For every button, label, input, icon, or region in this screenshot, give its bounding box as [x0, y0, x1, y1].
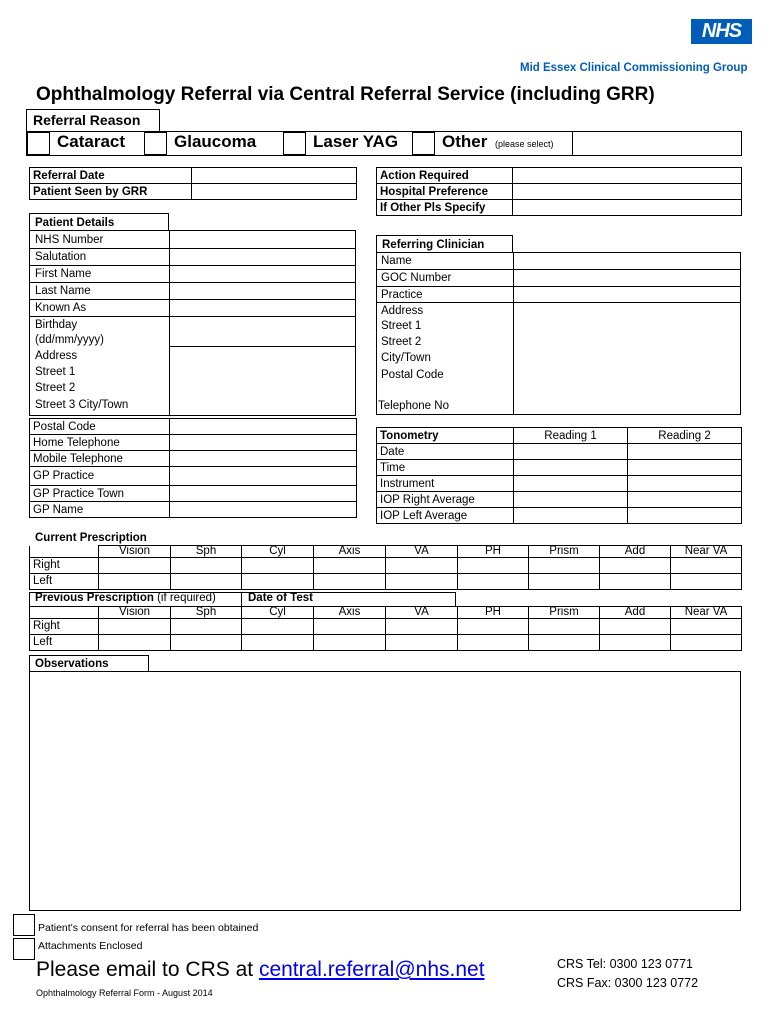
referral-date-field[interactable]: [192, 168, 357, 184]
form-reference: Ophthalmology Referral Form - August 2014: [36, 988, 213, 998]
clinician-postal-code-label: Postal Code: [381, 369, 444, 381]
goc-number-label: GOC Number: [381, 272, 452, 284]
email-link[interactable]: central.referral@nhs.net: [258, 958, 485, 981]
postal-code-label: Postal Code: [30, 419, 170, 435]
previous-left-near-va[interactable]: [671, 635, 742, 651]
current-left-add[interactable]: [600, 574, 671, 590]
current-right-axis[interactable]: [314, 558, 386, 574]
current-right-vision[interactable]: [99, 558, 171, 574]
action-required-field[interactable]: [513, 168, 742, 184]
current-cyl-header: Cyl: [242, 546, 314, 558]
first-name-label: First Name: [35, 268, 92, 280]
please-select-note: (please select): [495, 139, 554, 149]
gp-practice-town-label: GP Practice Town: [30, 486, 170, 502]
previous-near-va-header: Near VA: [671, 607, 742, 619]
previous-left-vision[interactable]: [99, 635, 171, 651]
current-left-near-va[interactable]: [671, 574, 742, 590]
clinician-name-label: Name: [381, 255, 412, 267]
previous-right-add[interactable]: [600, 619, 671, 635]
crs-telephone: CRS Tel: 0300 123 0771: [557, 957, 693, 971]
current-right-label: Right: [30, 558, 99, 574]
patient-details-divider: [169, 230, 170, 416]
practice-label: Practice: [381, 289, 423, 301]
action-required-label: Action Required: [377, 168, 513, 184]
email-instruction: [36, 958, 485, 982]
patient-details-heading-box: [29, 213, 169, 231]
iop-left-r1[interactable]: [514, 508, 628, 524]
glaucoma-label: Glaucoma: [174, 132, 257, 151]
ccg-name: Mid Essex Clinical Commissioning Group: [520, 62, 748, 74]
referring-clinician-divider: [513, 252, 514, 415]
home-telephone-label: Home Telephone: [30, 435, 170, 451]
current-va-header: VA: [386, 546, 458, 558]
glaucoma-checkbox[interactable]: [144, 132, 167, 155]
observations-field[interactable]: [29, 671, 741, 911]
birthday-format-label: (dd/mm/yyyy): [35, 334, 104, 346]
email-prefix: Please email to CRS at: [36, 958, 259, 981]
consent-checkbox[interactable]: [13, 914, 35, 936]
mobile-telephone-field[interactable]: [170, 451, 357, 467]
divider: [572, 131, 573, 156]
date-of-test-label: Date of Test: [248, 592, 313, 604]
referral-reason-heading: Referral Reason: [33, 112, 141, 128]
crs-fax: CRS Fax: 0300 123 0772: [557, 976, 699, 990]
current-near-va-header: Near VA: [671, 546, 742, 558]
nhs-logo: NHS: [691, 19, 752, 44]
if-other-specify-label: If Other Pls Specify: [377, 200, 513, 216]
action-table: [376, 167, 742, 216]
hospital-preference-field[interactable]: [513, 184, 742, 200]
attachments-label: Attachments Enclosed: [38, 940, 143, 952]
other-label: Other: [442, 132, 488, 151]
previous-prescription-heading: Previous Prescription: [35, 592, 154, 604]
previous-left-axis[interactable]: [314, 635, 386, 651]
previous-left-va[interactable]: [386, 635, 458, 651]
gp-name-field[interactable]: [170, 502, 357, 518]
tonometry-time-r1[interactable]: [514, 460, 628, 476]
patient-contact-table: [29, 418, 357, 518]
current-ph-header: PH: [458, 546, 529, 558]
address-label: Address: [35, 350, 78, 362]
current-sph-header: Sph: [171, 546, 242, 558]
tonometry-table: [376, 427, 742, 524]
clinician-address-label: Address: [381, 305, 424, 317]
current-prescription-table: [29, 545, 742, 590]
current-add-header: Add: [600, 546, 671, 558]
referral-reason-heading-box: [26, 109, 160, 132]
iop-right-r2[interactable]: [628, 492, 742, 508]
previous-left-cyl[interactable]: [242, 635, 314, 651]
clinician-street2-label: Street 2: [381, 336, 422, 348]
previous-right-prism[interactable]: [529, 619, 600, 635]
page-title: Ophthalmology Referral via Central Referral Service (including GRR): [36, 84, 655, 105]
if-other-specify-field[interactable]: [513, 200, 742, 216]
previous-add-header: Add: [600, 607, 671, 619]
current-right-va[interactable]: [386, 558, 458, 574]
previous-left-ph[interactable]: [458, 635, 529, 651]
known-as-label: Known As: [35, 302, 87, 314]
current-right-sph[interactable]: [171, 558, 242, 574]
current-left-label: Left: [30, 574, 99, 590]
patient-seen-by-grr-label: Patient Seen by GRR: [30, 184, 192, 200]
reading1-header: Reading 1: [514, 428, 628, 444]
current-vision-header: Vision: [99, 546, 171, 558]
gp-practice-label: GP Practice: [30, 467, 170, 486]
previous-right-sph[interactable]: [171, 619, 242, 635]
previous-sph-header: Sph: [171, 607, 242, 619]
current-left-sph[interactable]: [171, 574, 242, 590]
cataract-checkbox[interactable]: [27, 132, 50, 155]
street1-label: Street 1: [35, 366, 76, 378]
attachments-checkbox[interactable]: [13, 938, 35, 960]
referring-clinician-heading: Referring Clinician: [382, 239, 485, 251]
clinician-street1-label: Street 1: [381, 320, 422, 332]
current-right-ph[interactable]: [458, 558, 529, 574]
previous-prescription-note: (if required): [157, 592, 216, 604]
previous-right-cyl[interactable]: [242, 619, 314, 635]
hospital-preference-label: Hospital Preference: [377, 184, 513, 200]
iop-left-label: IOP Left Average: [377, 508, 514, 524]
previous-right-ph[interactable]: [458, 619, 529, 635]
previous-vision-header: Vision: [99, 607, 171, 619]
street3-label: Street 3 City/Town: [35, 399, 129, 411]
current-left-vision[interactable]: [99, 574, 171, 590]
tonometry-time-r2[interactable]: [628, 460, 742, 476]
reading2-header: Reading 2: [628, 428, 742, 444]
postal-code-field[interactable]: [170, 419, 357, 435]
previous-ph-header: PH: [458, 607, 529, 619]
previous-right-near-va[interactable]: [671, 619, 742, 635]
patient-details-heading: Patient Details: [35, 217, 115, 229]
tonometry-date-label: Date: [377, 444, 514, 460]
current-prescription-heading: Current Prescription: [35, 532, 147, 544]
current-right-add[interactable]: [600, 558, 671, 574]
current-right-prism[interactable]: [529, 558, 600, 574]
previous-prescription-table: [29, 606, 742, 651]
previous-prism-header: Prism: [529, 607, 600, 619]
laser-yag-checkbox[interactable]: [283, 132, 306, 155]
nhs-number-label: NHS Number: [35, 234, 104, 246]
tonometry-instrument-r1[interactable]: [514, 476, 628, 492]
current-right-cyl[interactable]: [242, 558, 314, 574]
previous-left-sph[interactable]: [171, 635, 242, 651]
observations-heading-box: [29, 655, 149, 672]
current-right-near-va[interactable]: [671, 558, 742, 574]
referral-date-label: Referral Date: [30, 168, 192, 184]
current-left-ph[interactable]: [458, 574, 529, 590]
tonometry-date-r2[interactable]: [628, 444, 742, 460]
iop-right-r1[interactable]: [514, 492, 628, 508]
previous-left-label: Left: [30, 635, 99, 651]
gp-practice-town-field[interactable]: [170, 486, 357, 502]
previous-right-label: Right: [30, 619, 99, 635]
previous-va-header: VA: [386, 607, 458, 619]
tonometry-instrument-label: Instrument: [377, 476, 514, 492]
observations-heading: Observations: [35, 658, 109, 670]
mobile-telephone-label: Mobile Telephone: [30, 451, 170, 467]
last-name-label: Last Name: [35, 285, 91, 297]
previous-right-va[interactable]: [386, 619, 458, 635]
tonometry-heading: Tonometry: [377, 428, 514, 444]
gp-practice-field[interactable]: [170, 467, 357, 486]
previous-left-add[interactable]: [600, 635, 671, 651]
gp-name-label: GP Name: [30, 502, 170, 518]
tonometry-date-r1[interactable]: [514, 444, 628, 460]
salutation-label: Salutation: [35, 251, 87, 263]
current-left-va[interactable]: [386, 574, 458, 590]
clinician-telephone-label: Telephone No: [378, 400, 449, 412]
tonometry-instrument-r2[interactable]: [628, 476, 742, 492]
iop-left-r2[interactable]: [628, 508, 742, 524]
current-left-prism[interactable]: [529, 574, 600, 590]
street2-label: Street 2: [35, 382, 76, 394]
referral-date-table: [29, 167, 357, 200]
current-prism-header: Prism: [529, 546, 600, 558]
referring-clinician-heading-box: [376, 235, 513, 253]
cataract-label: Cataract: [57, 132, 126, 151]
iop-right-label: IOP Right Average: [377, 492, 514, 508]
previous-right-vision[interactable]: [99, 619, 171, 635]
other-checkbox[interactable]: [412, 132, 435, 155]
consent-label: Patient's consent for referral has been obtained: [38, 922, 259, 934]
laser-yag-label: Laser YAG: [313, 132, 399, 151]
tonometry-time-label: Time: [377, 460, 514, 476]
patient-seen-by-grr-field[interactable]: [192, 184, 357, 200]
birthday-label: Birthday: [35, 319, 78, 331]
clinician-city-label: City/Town: [381, 352, 431, 364]
current-axis-header: Axis: [314, 546, 386, 558]
home-telephone-field[interactable]: [170, 435, 357, 451]
previous-left-prism[interactable]: [529, 635, 600, 651]
previous-cyl-header: Cyl: [242, 607, 314, 619]
current-left-cyl[interactable]: [242, 574, 314, 590]
current-left-axis[interactable]: [314, 574, 386, 590]
previous-right-axis[interactable]: [314, 619, 386, 635]
previous-prescription-heading-wrap: [35, 591, 216, 606]
previous-axis-header: Axis: [314, 607, 386, 619]
